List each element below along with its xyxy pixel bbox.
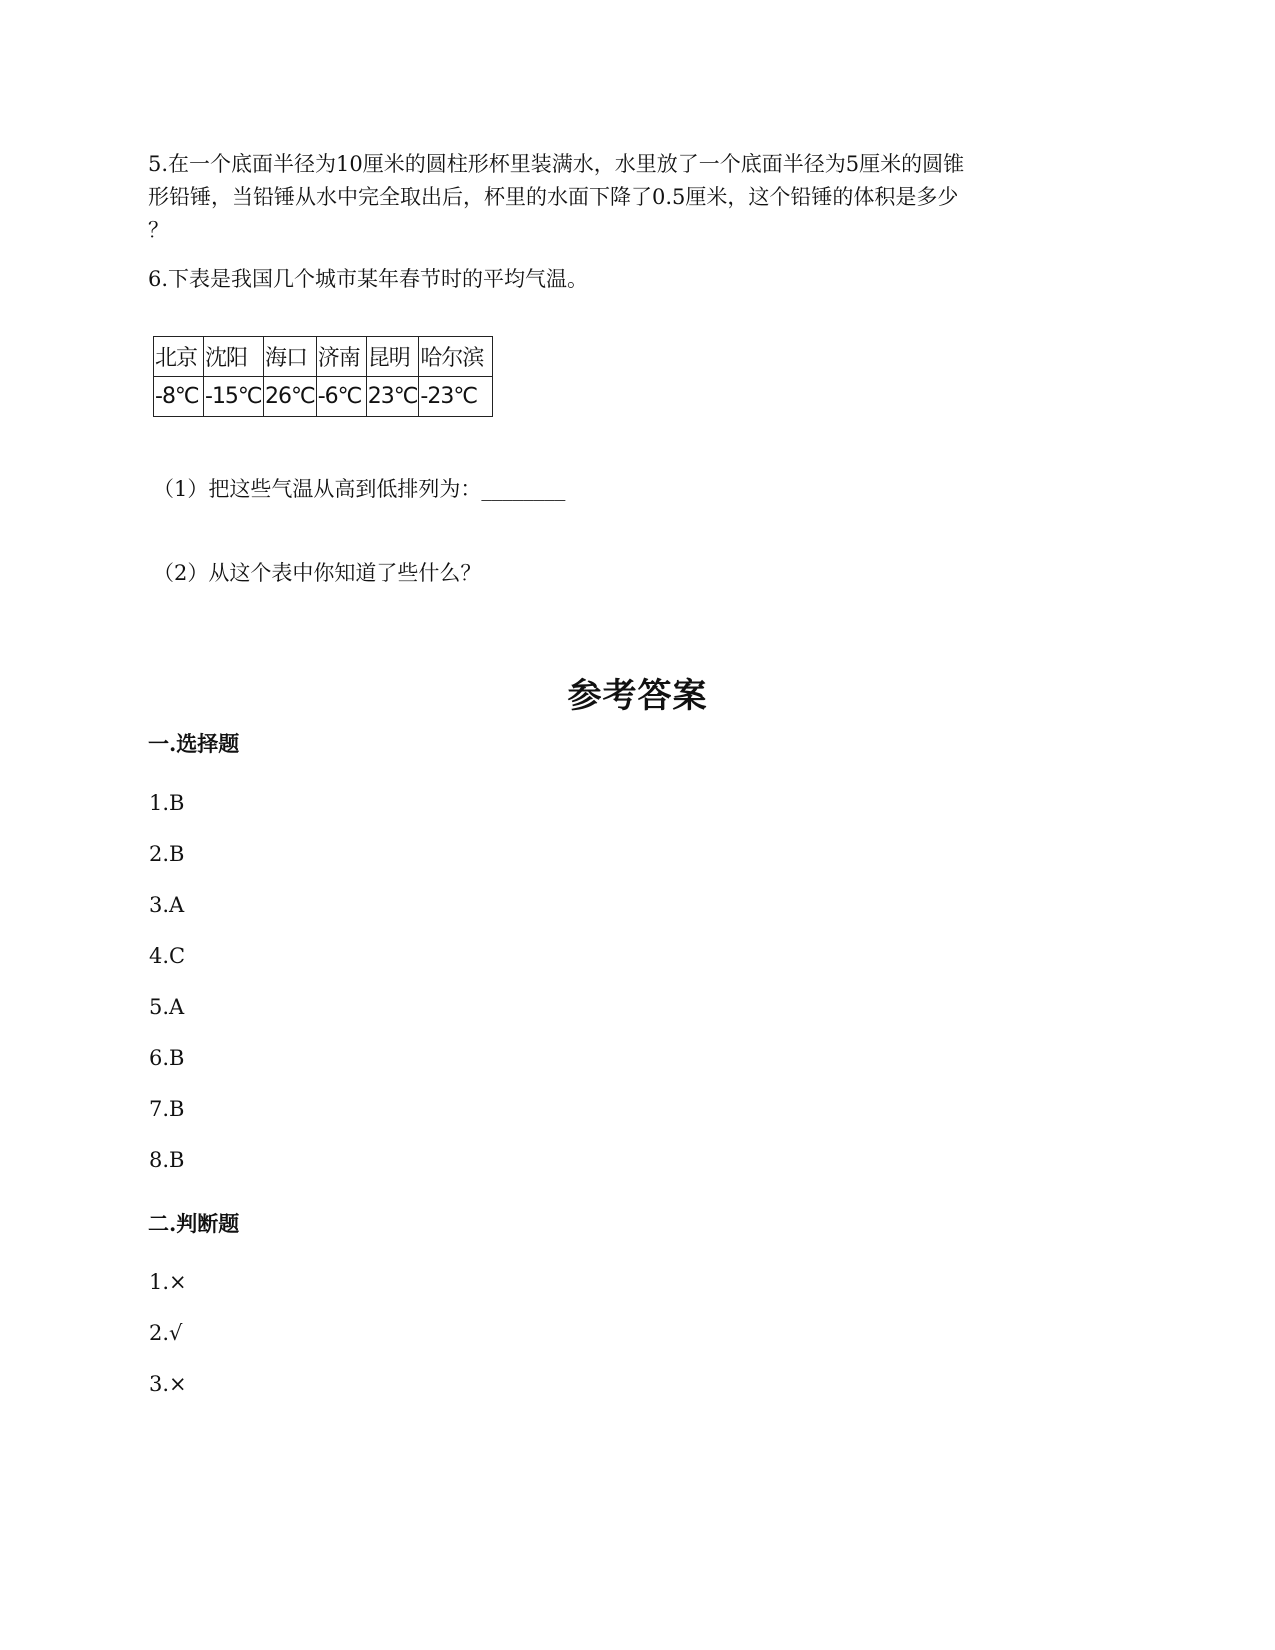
table-cell-city: 济南: [316, 337, 366, 377]
question-5-line-1: 5.在一个底面半径为10厘米的圆柱形杯里装满水，水里放了一个底面半径为5厘米的圆锥: [148, 152, 965, 176]
section-heading-true-false: 二.判断题: [148, 1211, 240, 1236]
answer-item: 6.B: [149, 1046, 185, 1070]
table-cell-temperature: 23℃: [366, 377, 419, 417]
section-heading-multiple-choice: 一.选择题: [148, 731, 240, 756]
answer-item: 7.B: [149, 1097, 185, 1121]
answer-item: 8.B: [149, 1148, 185, 1172]
table-row-cities: [154, 337, 493, 377]
city-temperature-table: [153, 336, 493, 417]
table-cell-city: 哈尔滨: [419, 337, 493, 377]
answer-item: 1.B: [149, 791, 185, 815]
table-cell-temperature: -15℃: [204, 377, 264, 417]
answer-item: 2.√: [149, 1321, 183, 1345]
question-6-stem: 6.下表是我国几个城市某年春节时的平均气温。: [148, 267, 589, 291]
table-row-temperatures: [154, 377, 493, 417]
question-5: [148, 148, 1108, 247]
answer-item: 5.A: [149, 995, 185, 1019]
answer-item: 1.×: [149, 1270, 187, 1294]
question-5-line-3: ？: [148, 218, 169, 242]
table-cell-temperature: -8℃: [154, 377, 204, 417]
answer-item: 3.×: [149, 1372, 187, 1396]
table-cell-temperature: -6℃: [316, 377, 366, 417]
question-6-part-1: （1）把这些气温从高到低排列为：________: [153, 477, 566, 501]
table-cell-temperature: -23℃: [419, 377, 493, 417]
table-cell-city: 昆明: [366, 337, 419, 377]
answer-item: 2.B: [149, 842, 185, 866]
question-5-line-2: 形铅锤，当铅锤从水中完全取出后，杯里的水面下降了0.5厘米，这个铅锤的体积是多少: [148, 185, 959, 209]
answer-item: 4.C: [149, 944, 186, 968]
table-cell-temperature: 26℃: [264, 377, 317, 417]
question-6-part-2: （2）从这个表中你知道了些什么？: [153, 561, 482, 585]
answer-item: 3.A: [149, 893, 185, 917]
table-cell-city: 海口: [264, 337, 317, 377]
table-cell-city: 北京: [154, 337, 204, 377]
answer-key-title: 参考答案: [567, 676, 708, 716]
table-cell-city: 沈阳: [204, 337, 264, 377]
